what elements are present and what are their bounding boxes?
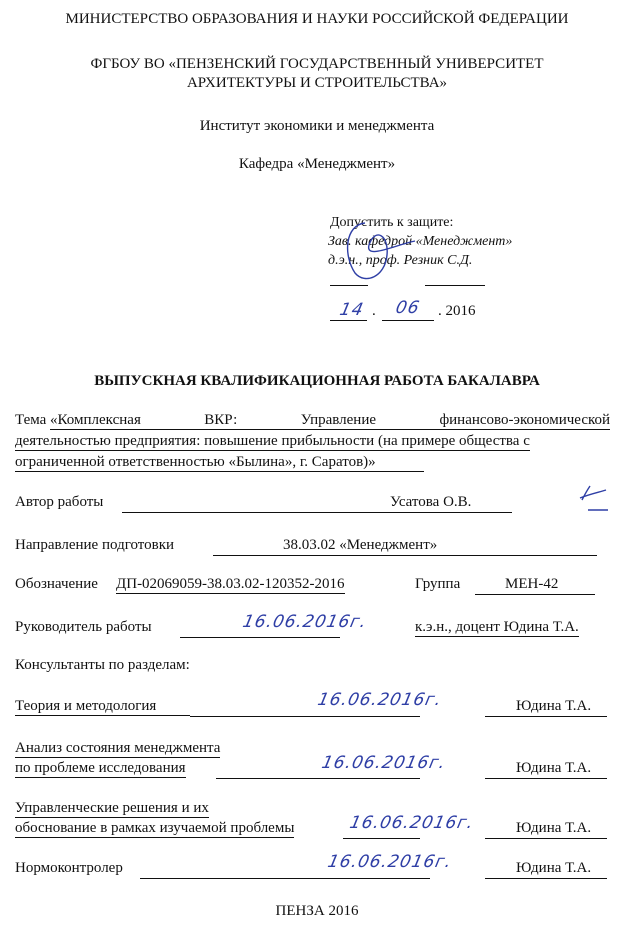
consultant-3-name: Юдина Т.А. bbox=[516, 820, 592, 836]
consultant-2-date-line bbox=[216, 778, 420, 779]
topic-line-1 bbox=[15, 412, 619, 430]
consultant-1-section: Теория и методология bbox=[15, 698, 190, 716]
supervisor-date: 16.06.2016г. bbox=[240, 612, 369, 632]
approval-line-1: Допустить к защите: bbox=[330, 215, 454, 230]
consultant-3-name-line bbox=[485, 838, 607, 839]
topic-line-2 bbox=[15, 433, 530, 451]
topic-line-3 bbox=[15, 454, 424, 472]
consultant-2-section-line-1: Анализ состояния менеджмента bbox=[15, 740, 221, 756]
designation-label: Обозначение bbox=[15, 576, 98, 592]
date-month-line bbox=[382, 320, 434, 321]
topic-text-1: «Комплексная ВКР: Управление финансово-экономической bbox=[50, 412, 611, 428]
consultant-2-name: Юдина Т.А. bbox=[516, 760, 592, 776]
consultant-1-date: 16.06.2016г. bbox=[315, 690, 444, 710]
supervisor-date-line bbox=[180, 637, 340, 638]
group-value: МЕН-42 bbox=[505, 576, 559, 592]
consultant-3-section-line-1: Управленческие решения и их bbox=[15, 800, 209, 816]
consultant-2-section-line-2: по проблеме исследования bbox=[15, 760, 186, 776]
consultant-3-date: 16.06.2016г. bbox=[347, 813, 476, 833]
approval-line-2: Зав. кафедрой «Менеджмент» bbox=[328, 234, 513, 249]
consultants-label: Консультанты по разделам: bbox=[15, 657, 190, 673]
direction-value: 38.03.02 «Менеджмент» bbox=[283, 537, 438, 553]
date-day-line bbox=[330, 320, 367, 321]
document-title: ВЫПУСКНАЯ КВАЛИФИКАЦИОННАЯ РАБОТА БАКАЛАВРА bbox=[94, 373, 540, 389]
university-line-1: ФГБОУ ВО «ПЕНЗЕНСКИЙ ГОСУДАРСТВЕННЫЙ УНИВЕРСИТЕТ bbox=[90, 56, 544, 72]
author-signature bbox=[572, 482, 612, 516]
normcontrol-date: 16.06.2016г. bbox=[325, 852, 454, 872]
consultant-2-name-line bbox=[485, 778, 607, 779]
approval-date-month: 06 bbox=[393, 298, 422, 318]
university-line-2: АРХИТЕКТУРЫ И СТРОИТЕЛЬСТВА» bbox=[186, 75, 448, 91]
topic-label: Тема bbox=[15, 412, 47, 428]
consultant-1-name: Юдина Т.А. bbox=[516, 698, 592, 714]
direction-label: Направление подготовки bbox=[15, 537, 175, 553]
footer-city-year: ПЕНЗА 2016 bbox=[275, 903, 359, 919]
normcontrol-date-line bbox=[140, 878, 430, 879]
ministry-heading: МИНИСТЕРСТВО ОБРАЗОВАНИЯ И НАУКИ РОССИЙСКОЙ ФЕДЕРАЦИИ bbox=[65, 11, 569, 27]
approval-line-3: д.э.н., проф. Резник С.Д. bbox=[328, 253, 473, 268]
consultant-3-date-line bbox=[343, 838, 420, 839]
supervisor-name: к.э.н., доцент Юдина Т.А. bbox=[415, 619, 579, 635]
direction-line bbox=[213, 555, 597, 556]
supervisor-label: Руководитель работы bbox=[15, 619, 152, 635]
normcontrol-name-line bbox=[485, 878, 607, 879]
approval-date-day: 14 bbox=[337, 300, 366, 320]
topic-text-2: деятельностью предприятия: повышение прибыльности (на примере общества с bbox=[15, 433, 530, 449]
date-separator-1: . bbox=[372, 303, 376, 319]
author-label: Автор работы bbox=[15, 494, 104, 510]
author-name: Усатова О.В. bbox=[390, 494, 472, 510]
normcontrol-name: Юдина Т.А. bbox=[516, 860, 592, 876]
approval-signature bbox=[325, 215, 445, 295]
consultant-1-name-line bbox=[485, 716, 607, 717]
normcontrol-label: Нормоконтролер bbox=[15, 860, 123, 876]
consultant-3-section-line-2: обоснование в рамках изучаемой проблемы bbox=[15, 820, 295, 836]
group-line bbox=[475, 594, 595, 595]
approval-date-year-prefix: . 2016 bbox=[438, 303, 476, 319]
department-name: Кафедра «Менеджмент» bbox=[238, 156, 396, 172]
group-label: Группа bbox=[415, 576, 461, 592]
designation-value: ДП-02069059-38.03.02-120352-2016 bbox=[116, 576, 345, 592]
institute-name: Институт экономики и менеджмента bbox=[199, 118, 435, 134]
consultant-2-date: 16.06.2016г. bbox=[319, 753, 448, 773]
consultant-1-date-line bbox=[190, 716, 420, 717]
topic-text-3: ограниченной ответственностью «Былина», г. Саратов)» bbox=[15, 454, 424, 472]
author-line bbox=[122, 512, 512, 513]
